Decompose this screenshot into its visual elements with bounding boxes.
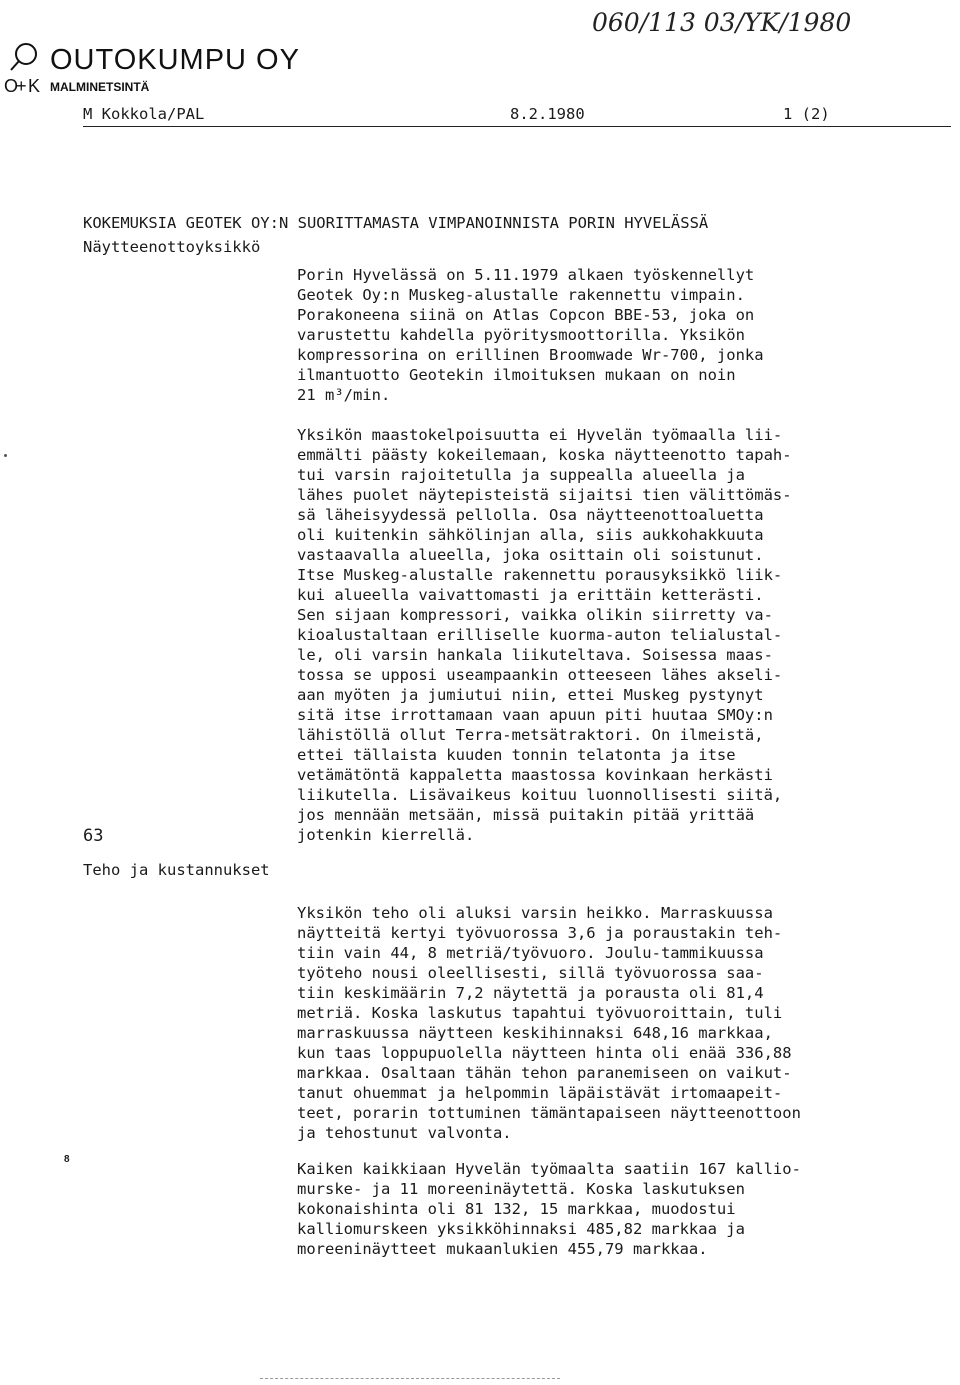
header-divider [83,126,951,127]
document-title: KOKEMUKSIA GEOTEK OY:N SUORITTAMASTA VIMPANOINNISTA PORIN HYVELÄSSÄ [83,214,709,232]
page-number: 1 (2) [783,105,830,123]
margin-mark: 8 [64,1154,70,1165]
company-department: MALMINETSINTÄ [50,80,150,94]
handwritten-reference: 060/113 03/YK/1980 [592,8,852,37]
document-date: 8.2.1980 [510,105,585,123]
svg-text:+: + [16,76,27,96]
scan-dot [4,454,7,457]
side-heading-efficiency-costs: Teho ja kustannukset [83,861,270,879]
company-name: OUTOKUMPU OY [50,44,300,76]
svg-text:O: O [4,76,19,96]
svg-text:K: K [28,76,41,96]
paragraph-efficiency: Yksikön teho oli aluksi varsin heikko. Marraskuussa näytteitä kertyi työvuorossa 3,6 ja poraustakin teh- tiin vain 44, 8 metriä/työvuoro. Joulu-tammikuussa työteho nousi oleellisesti, sillä työvuorossa saa- tiin keskimäärin 7,2 näytettä ja porausta oli 81,4 metriä. Koska laskutus tapahtui työvuoroittain, tuli marraskuussa näytteen keskihinnaksi 648,16 markkaa, kun taas loppupuolella näytteen hinta oli enää 336,88 markkaa. Osaltaan tähän tehon paranemiseen on vaikut- tanut ohuemmat ja helpommin läpäistävät irtomaapeit- teet, porarin tottuminen tämäntapaiseen näytteenottoon ja tehostunut valvonta. [297,904,801,1142]
page-marker-63: 63 [83,826,104,846]
side-heading-sample-unit: Näytteenottoyksikkö [83,238,261,256]
bottom-scan-line [260,1378,560,1379]
author-reference: M Kokkola/PAL [83,105,205,123]
outokumpu-logo-icon [4,42,44,98]
paragraph-equipment: Porin Hyvelässä on 5.11.1979 alkaen työskennellyt Geotek Oy:n Muskeg-alustalle rakennettu vimpain. Porakoneena siinä on Atlas Copcon BBE-53, joka on varustettu kahdella pyöritysmoottorilla. Yksikön kompressorina on erillinen Broomwade Wr-700, jonka ilmantuotto Geotekin ilmoituksen mukaan on noin 21 m³/min. [297,266,764,404]
paragraph-totals: Kaiken kaikkiaan Hyvelän työmaalta saatiin 167 kallio- murske- ja 11 moreeninäytettä. Koska laskutuksen kokonaishinta oli 81 132, 15 markkaa, muodostui kalliomurskeen yksikköhinnaksi 485,82 markkaa ja moreeninäytteet mukaanlukien 455,79 markkaa. [297,1160,801,1258]
paragraph-mobility: Yksikön maastokelpoisuutta ei Hyvelän työmaalla lii- emmälti päästy kokeilemaan, koska näytteenotto tapah- tui varsin rajoitetulla ja suppealla alueella ja lähes puolet näytepisteistä sijaitsi tien välittömäs- sä läheisyydessä pellolla. Osa näytteenottoaluetta oli kuitenkin sähkölinjan alla, siis aukkohakkuuta vastaavalla alueella, joka osittain oli soistunut. Itse Muskeg-alustalle rakennettu porausyksikkö liik- kui alueella vaivattomasti ja erittäin ketterästi. Sen sijaan kompressori, vaikka olikin siirretty va- kioalustaltaan erilliselle kuorma-auton telialustal- le, oli varsin hankala liikuteltava. Soisessa maas- tossa se upposi useampaankin otteeseen lähes akseli- aan myöten ja jumiutui niin, ettei Muskeg pystynyt sitä itse irrottamaan vaan apuun piti huutaa SMOy:n lähistöllä ollut Terra-metsätraktori. On ilmeistä, ettei tällaista kuuden tonnin telatonta ja itse vetämätöntä kappaletta maastossa kovinkaan herkästi liikutella. Lisävaikeus koituu luonnollisesti siitä, jos mennään metsään, missä puitakin pitää yrittää jotenkin kierrellä. [297,426,792,844]
